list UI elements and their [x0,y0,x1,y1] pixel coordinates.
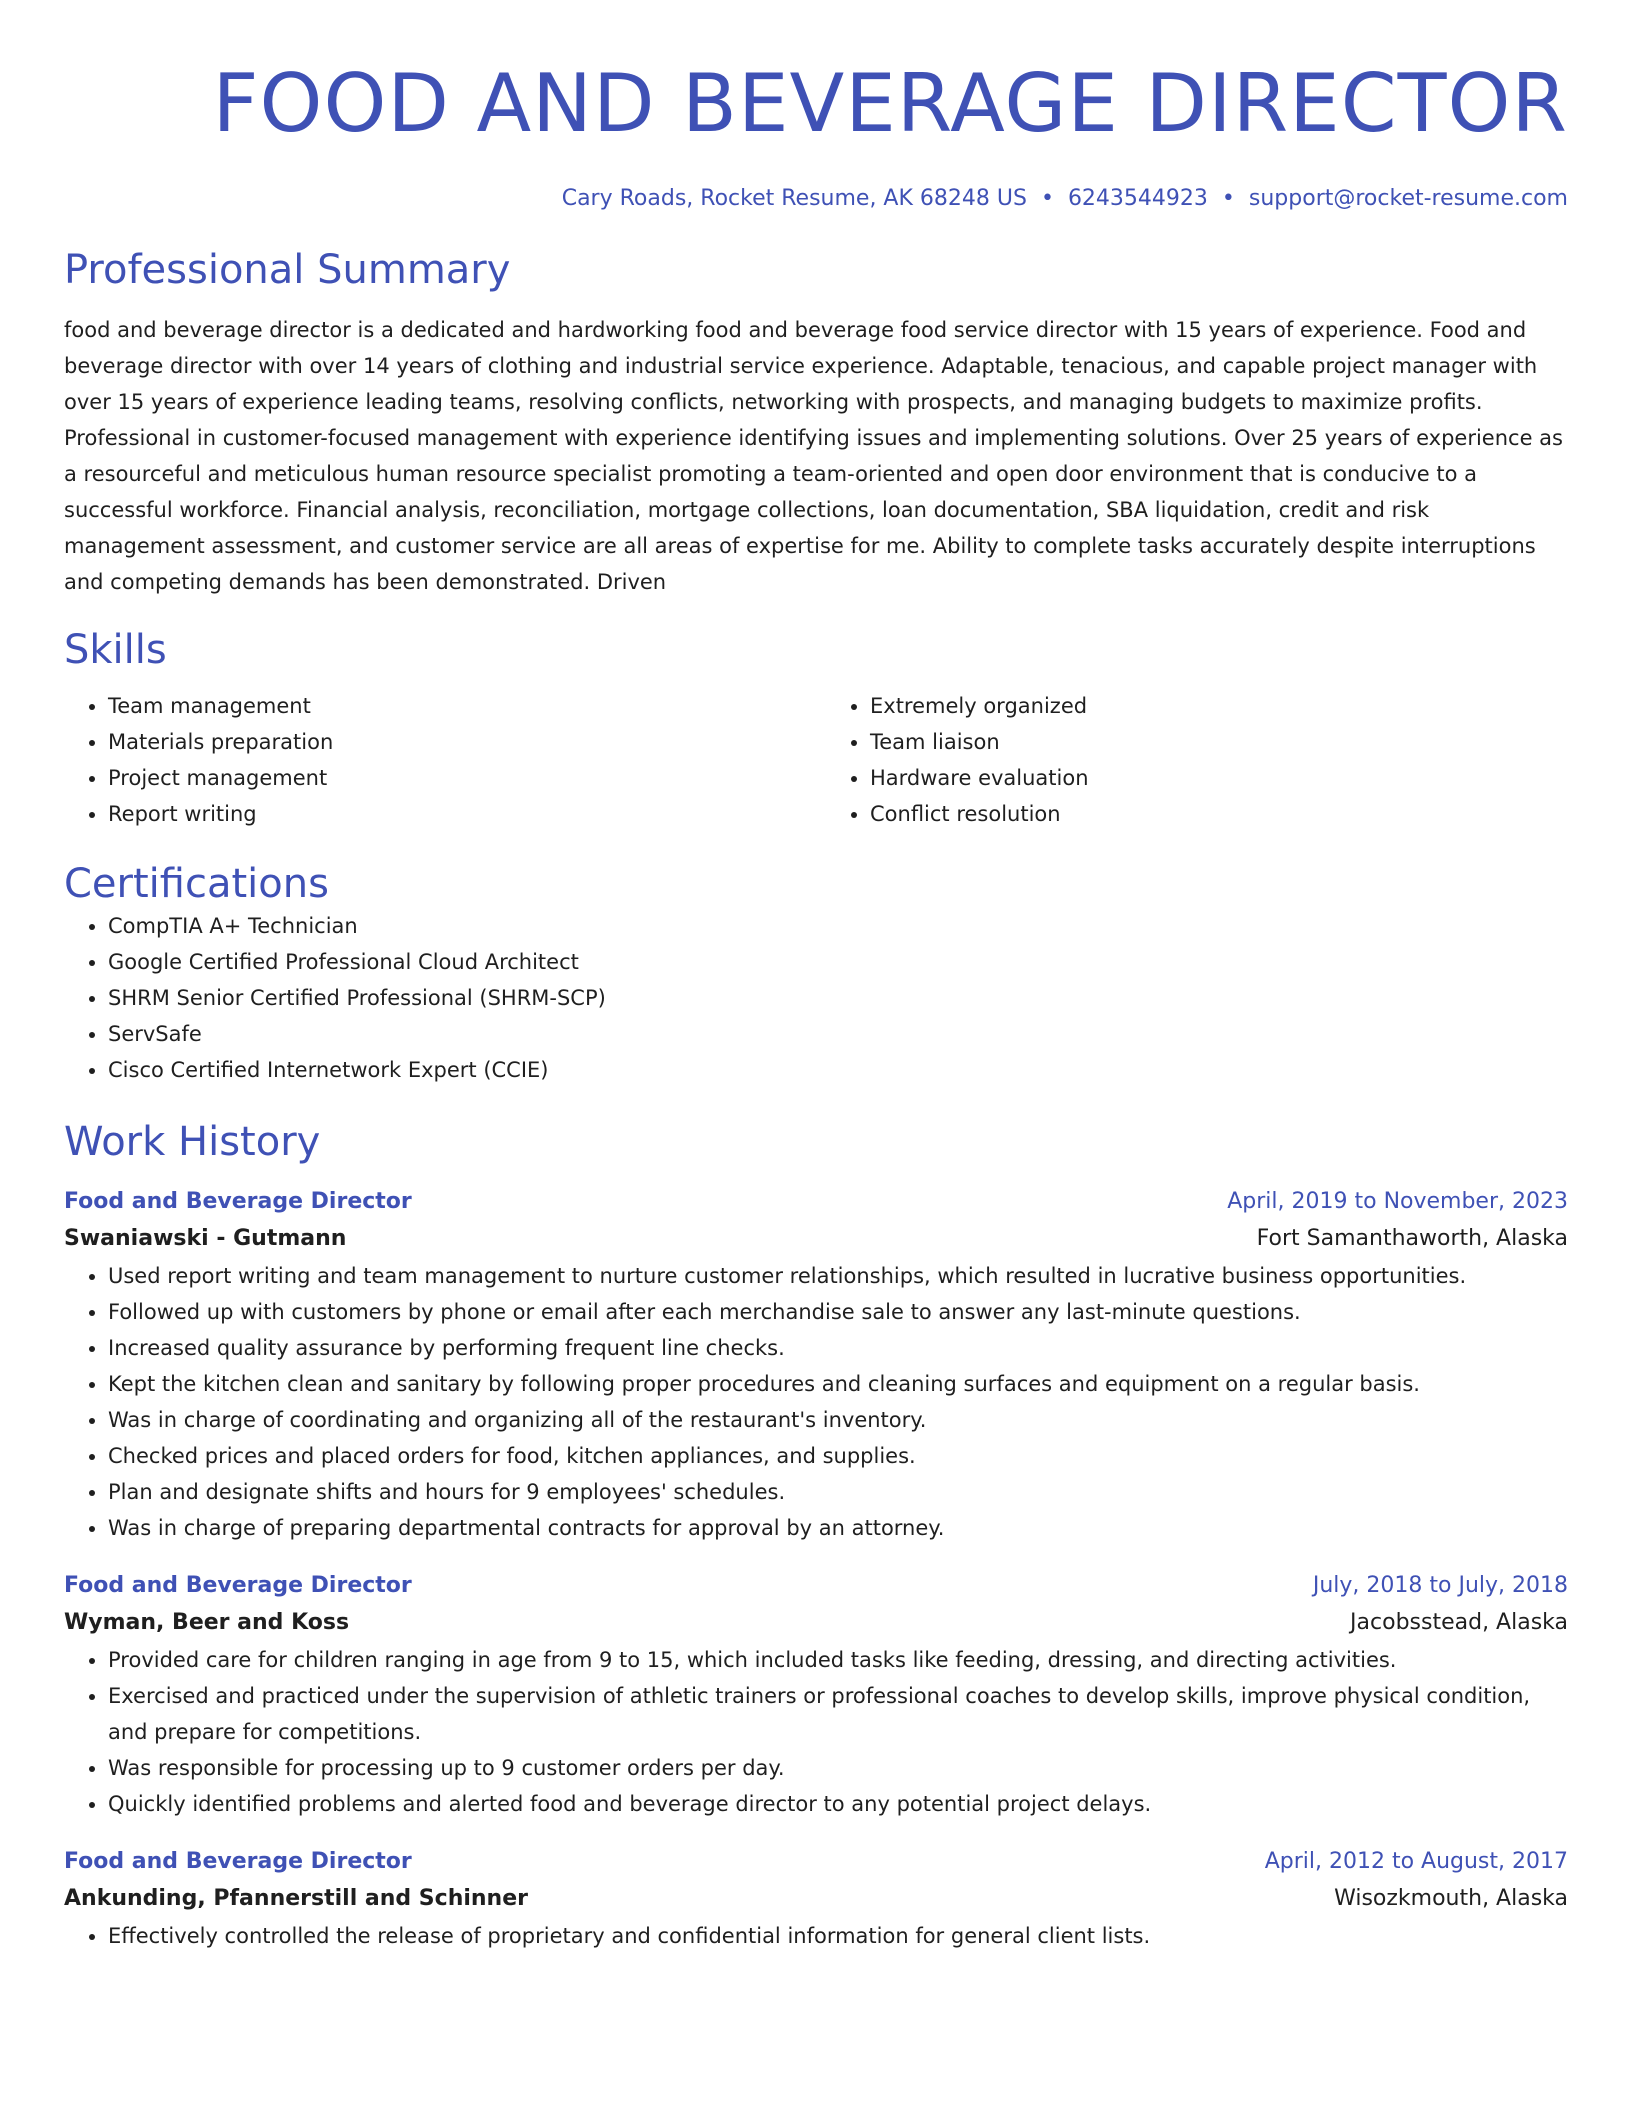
contact-info [64,184,1568,214]
job-location: Fort Samanthaworth, Alaska [1256,1226,1568,1251]
skill-item: • Report writing [108,796,806,832]
job-duty: • Quickly identified problems and alerted food and beverage director to any potential project delays. [108,1786,1568,1822]
certification-item: • CompTIA A+ Technician [108,908,1568,944]
job-location: Jacobsstead, Alaska [1350,1610,1568,1635]
skill-item: • Team management [108,688,806,724]
resume-page [64,0,1568,1954]
contact-separator: • [1040,186,1054,211]
job-entry [64,1844,1568,1954]
job-duty: • Exercised and practiced under the supervision of athletic trainers or professional coaches to develop skills, improve physical condition, and prepare for competitions. [108,1678,1568,1750]
job-dates: April, 2012 to August, 2017 [1264,1849,1568,1874]
job-duties-list [64,1258,1568,1546]
job-title-row [64,1568,1568,1604]
contact-email: support@rocket-resume.com [1248,186,1568,211]
certification-item: • Cisco Certified Internetwork Expert (CCIE) [108,1052,1568,1088]
job-dates: July, 2018 to July, 2018 [1312,1573,1568,1598]
job-location: Wisozkmouth, Alaska [1334,1886,1568,1911]
summary-text: food and beverage director is a dedicated and hardworking food and beverage food service director with 15 years of experience. Food and beverage director with over 14 years of clothing and industrial service experience. Adaptable, tenacious, and capable project manager with over 15 years of experience leading teams, resolving conflicts, networking with prospects, and managing budgets to maximize profits. Professional in customer-focused management with experience identifying issues and implementing solutions. Over 25 years of experience as a resourceful and meticulous human resource specialist promoting a team-oriented and open door environment that is conducive to a successful workforce. Financial analysis, reconciliation, mortgage collections, loan documentation, SBA liquidation, credit and risk management assessment, and customer service are all areas of expertise for me. Ability to complete tasks accurately despite interruptions and competing demands has been demonstrated. Driven [64,318,1563,594]
job-company-row [64,1220,1568,1258]
job-duty: • Plan and designate shifts and hours for 9 employees' schedules. [108,1474,1568,1510]
skill-item: • Project management [108,760,806,796]
job-duty: • Used report writing and team management to nurture customer relationships, which resulted in lucrative business opportunities. [108,1258,1568,1294]
job-duty: • Was in charge of preparing departmental contracts for approval by an attorney. [108,1510,1568,1546]
job-company: Ankunding, Pfannerstill and Schinner [64,1886,528,1911]
certifications-heading: Certifications [64,861,329,907]
job-duty: • Provided care for children ranging in age from 9 to 15, which included tasks like feeding, dressing, and directing activities. [108,1642,1568,1678]
summary-heading: Professional Summary [64,247,511,293]
skills-list [64,688,1568,832]
job-company: Swaniawski - Gutmann [64,1226,347,1251]
certification-item: • Google Certified Professional Cloud Architect [108,944,1568,980]
job-entry [64,1184,1568,1546]
contact-separator: • [1221,186,1235,211]
job-company: Wyman, Beer and Koss [64,1610,350,1635]
job-company-row [64,1604,1568,1642]
job-duties-list [64,1918,1568,1954]
job-duties-list [64,1642,1568,1822]
skill-item: • Hardware evaluation [870,760,1568,796]
job-duty: • Kept the kitchen clean and sanitary by following proper procedures and cleaning surfaces and equipment on a regular basis. [108,1366,1568,1402]
skill-item: • Team liaison [870,724,1568,760]
skills-column-right [826,688,1568,832]
skill-item: • Materials preparation [108,724,806,760]
skill-item: • Conflict resolution [870,796,1568,832]
job-title-row [64,1844,1568,1880]
job-dates: April, 2019 to November, 2023 [1227,1189,1568,1214]
skills-column-left [64,688,806,832]
job-duty: • Checked prices and placed orders for food, kitchen appliances, and supplies. [108,1438,1568,1474]
contact-address: Cary Roads, Rocket Resume, AK 68248 US [561,186,1027,211]
job-company-row [64,1880,1568,1918]
job-duty: • Increased quality assurance by performing frequent line checks. [108,1330,1568,1366]
job-duty: • Effectively controlled the release of proprietary and confidential information for general client lists. [108,1918,1568,1954]
certification-item: • SHRM Senior Certified Professional (SHRM-SCP) [108,980,1568,1016]
job-duty: • Was in charge of coordinating and organizing all of the restaurant's inventory. [108,1402,1568,1438]
job-entry [64,1568,1568,1822]
skill-item: • Extremely organized [870,688,1568,724]
job-title: Food and Beverage Director [64,1189,412,1214]
skills-heading: Skills [64,627,167,673]
job-title: Food and Beverage Director [64,1573,412,1598]
job-duty: • Was responsible for processing up to 9 customer orders per day. [108,1750,1568,1786]
job-title-row [64,1184,1568,1220]
certification-item: • ServSafe [108,1016,1568,1052]
contact-phone: 6243544923 [1067,186,1208,211]
work-history-heading: Work History [64,1119,321,1165]
job-duty: • Followed up with customers by phone or email after each merchandise sale to answer any last-minute questions. [108,1294,1568,1330]
resume-title: FOOD AND BEVERAGE DIRECTOR [212,57,1568,150]
certifications-list [64,908,1568,1088]
job-title: Food and Beverage Director [64,1849,412,1874]
